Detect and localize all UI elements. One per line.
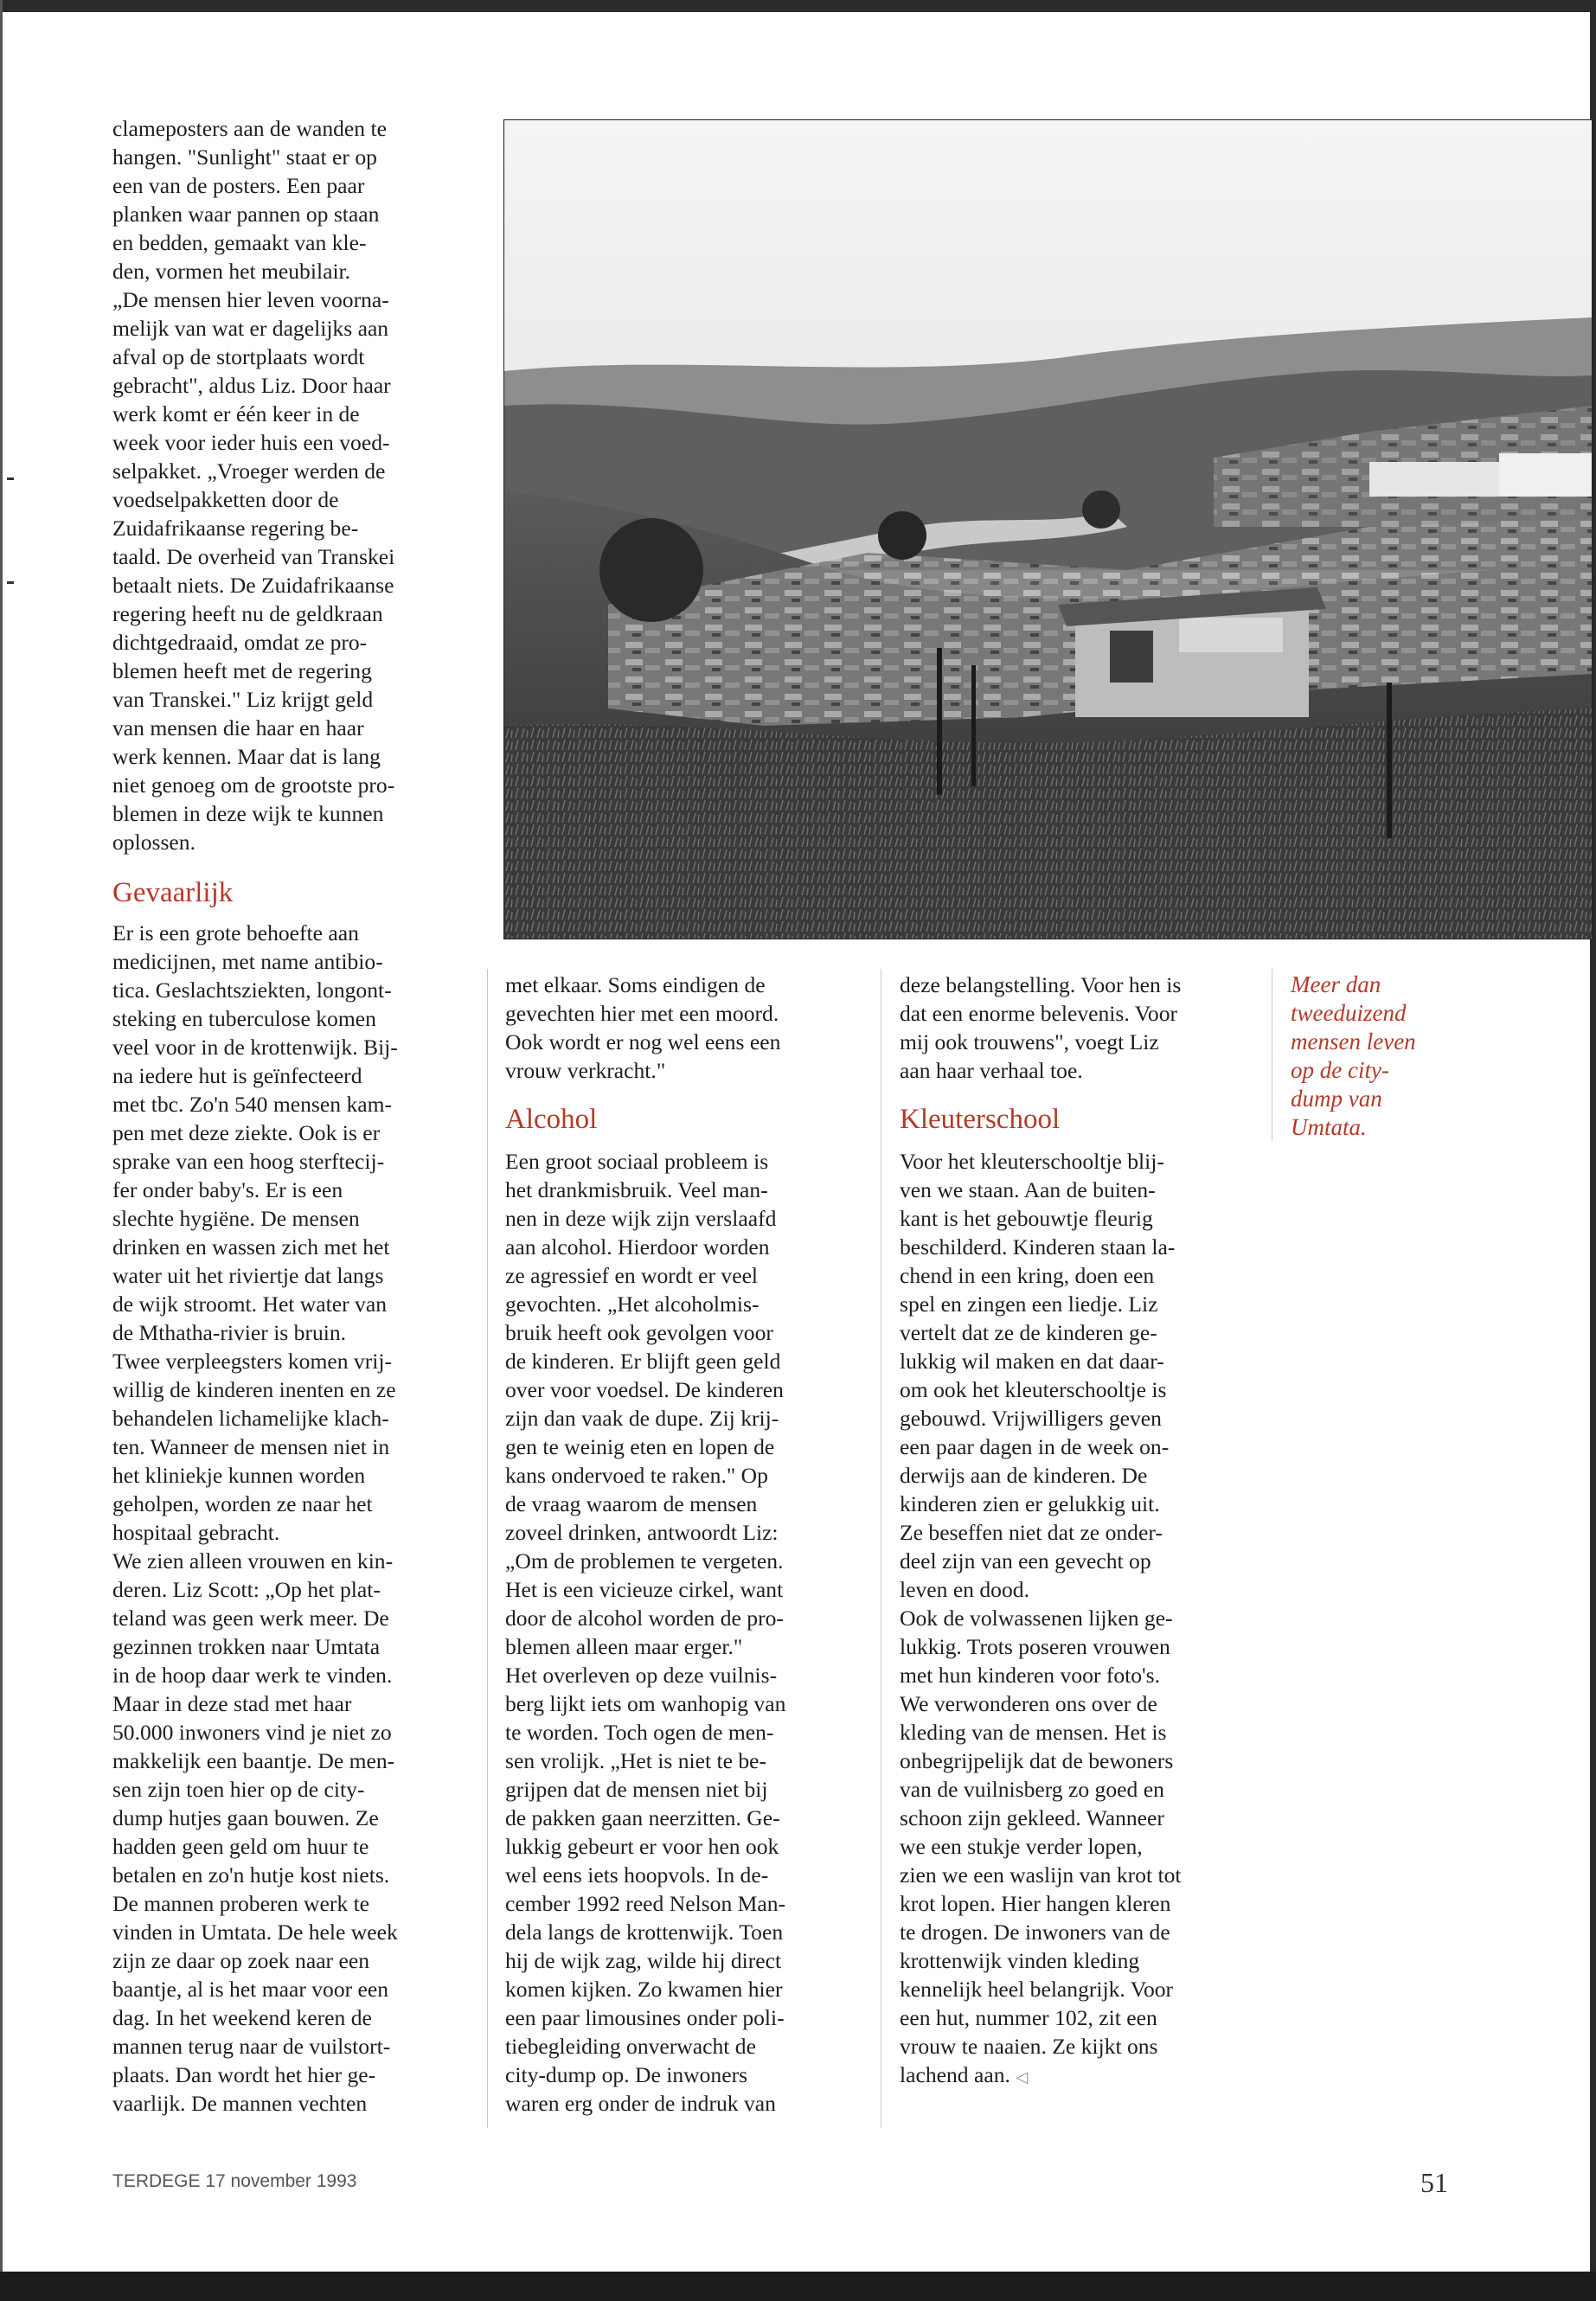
photo-building	[1369, 462, 1499, 497]
article-column-2	[505, 971, 860, 2118]
scan-border-bottom	[0, 2272, 1596, 2301]
publication-footer: TERDEGE 17 november 1993	[112, 2171, 357, 2191]
margin-mark	[7, 581, 14, 584]
article-text: Voor het kleuterschooltje blij- ven we staan. Aan de buiten- kant is het gebouwtje fleurig beschilderd. Kinderen staan la- chend in een kring, doen een spel en zingen een liedje. Liz vertelt dat ze de kinderen ge- lukkig wil maken en dat daar- om ook het kleuterschooltje is gebouwd. Vrijwilligers geven een paar dagen in de week on- derwijs aan de kinderen. De kinderen zien er gelukkig uit. Ze beseffen niet dat ze onder- deel zijn van een gevecht op leven en dood. Ook de volwassenen lijken ge- lukkig. Trots poseren vrouwen met hun kinderen voor foto's. We verwonderen ons over de kleding van de mensen. Het is onbegrijpelijk dat de bewoners van de vuilnisberg zo goed en schoon zijn gekleed. Wanneer we een stukje verder lopen, zien we een waslijn van krot tot krot lopen. Hier hangen kleren te drogen. De inwoners van de krottenwijk vinden kleding kennelijk heel belangrijk. Voor een hut, nummer 102, zit een vrouw te naaien. Ze kijkt ons lachend aan.	[900, 1149, 1182, 2087]
section-heading-kleuterschool: Kleuterschool	[900, 1104, 1061, 1135]
column-divider	[487, 969, 488, 2128]
end-of-article-icon: ◁	[1016, 2068, 1029, 2086]
scan-border-top	[0, 0, 1596, 12]
photo-shack-panel	[1179, 618, 1283, 652]
article-paragraph	[900, 1147, 1254, 2092]
scan-border-left	[0, 0, 3, 2301]
article-paragraph: Een groot sociaal probleem is het drankmisbruik. Veel man- nen in deze wijk zijn verslaafd aan alcohol. Hierdoor worden ze agressief en wordt er veel gevochten. „Het alcoholmis- bruik heeft ook gevolgen voor de kinderen. Er blijft geen geld over voor voedsel. De kinderen zijn dan vaak de dupe. Zij krij- gen te weinig eten en lopen de kans ondervoed te raken." Op de vraag waarom de mensen zoveel drinken, antwoordt Liz: „Om de problemen te vergeten. Het is een vicieuze cirkel, want door de alcohol worden de pro- blemen alleen maar erger." Het overleven op deze vuilnis- berg lijkt iets om wanhopig van te worden. Toch ogen de men- sen vrolijk. „Het is niet te be- grijpen dat de mensen niet bij de pakken gaan neerzitten. Ge- lukkig gebeurt er voor hen ook wel eens iets hoopvols. In de- cember 1992 reed Nelson Man- dela langs de krottenwijk. Toen hij de wijk zag, wilde hij direct komen kijken. Zo kwamen hier een paar limousines onder poli- tiebegleiding onverwacht de city-dump op. De inwoners waren erg onder de indruk van	[505, 1149, 786, 2116]
page-number: 51	[1420, 2167, 1448, 2198]
article-paragraph: clameposters aan de wanden te hangen. "Sunlight" staat er op een van de posters. Een paar planken waar pannen op staan en bedden, gemaakt van kle- den, vormen het meubilair. „De mensen hier leven voorna- melijk van wat er dagelijks aan afval op de stortplaats wordt gebracht", aldus Liz. Door haar werk komt er één keer in de week voor ieder huis een voed- selpakket. „Vroeger werden de voedselpakketten door de Zuidafrikaanse regering be- taald. De overheid van Transkei betaalt niets. De Zuidafrikaanse regering heeft nu de geldkraan dichtgedraaid, omdat ze pro- blemen heeft met de regering van Transkei." Liz krijgt geld van mensen die haar en haar werk kennen. Maar dat is lang niet genoeg om de grootste pro- blemen in deze wijk te kunnen oplossen.	[112, 116, 395, 855]
photo-fence-post	[937, 648, 942, 795]
article-column-3	[900, 971, 1254, 2092]
photo-shantytown-illustration	[504, 120, 1592, 939]
photo-tree	[1082, 490, 1120, 529]
photo-fence-post	[971, 665, 976, 786]
photo-caption: Meer dan tweeduizend mensen leven op de city- dump van Umtata.	[1291, 971, 1416, 1140]
photo-grass	[504, 708, 1592, 939]
section-heading-gevaarlijk: Gevaarlijk	[112, 877, 234, 908]
article-column-1	[112, 114, 476, 2118]
article-paragraph: Er is een grote behoefte aan medicijnen, met name antibio- tica. Geslachtsziekten, longont- steking en tuberculose komen veel voor in de krottenwijk. Bij- na iedere hut is geïnfecteerd met tbc. Zo'n 540 mensen kam- pen met deze ziekte. Ook is er sprake van een hoog sterftecij- fer onder baby's. Er is een slechte hygiëne. De mensen drinken en wassen zich met het water uit het riviertje dat langs de wijk stroomt. Het water van de Mthatha-rivier is bruin. Twee verpleegsters komen vrij- willig de kinderen inenten en ze behandelen lichamelijke klach- ten. Wanneer de mensen niet in het kliniekje kunnen worden geholpen, worden ze naar het hospitaal gebracht. We zien alleen vrouwen en kin- deren. Liz Scott: „Op het plat- teland was geen werk meer. De gezinnen trokken naar Umtata in de hoop daar werk te vinden. Maar in deze stad met haar 50.000 inwoners vind je niet zo makkelijk een baantje. De men- sen zijn toen hier op de city- dump hutjes gaan bouwen. Ze hadden geen geld om huur te betalen en zo'n hutje kost niets. De mannen proberen werk te vinden in Umtata. De hele week zijn ze daar op zoek naar een baantje, al is het maar voor een dag. In het weekend keren de mannen terug naar de vuilstort- plaats. Dan wordt het hier ge- vaarlijk. De mannen vechten	[112, 920, 398, 2116]
article-paragraph: deze belangstelling. Voor hen is dat een enorme belevenis. Voor mij ook trouwens", voegt Liz aan haar verhaal toe.	[900, 972, 1182, 1083]
article-paragraph: met elkaar. Soms eindigen de gevechten hier met een moord. Ook wordt er nog wel eens een vrouw verkracht."	[505, 972, 781, 1083]
section-heading-alcohol: Alcohol	[505, 1104, 598, 1135]
article-photo	[503, 119, 1593, 939]
photo-fence-post	[1387, 683, 1392, 838]
photo-tree	[878, 511, 926, 560]
photo-tree	[599, 518, 703, 622]
photo-shack-door	[1110, 631, 1153, 683]
margin-mark	[7, 478, 14, 480]
photo-building	[1499, 453, 1592, 497]
